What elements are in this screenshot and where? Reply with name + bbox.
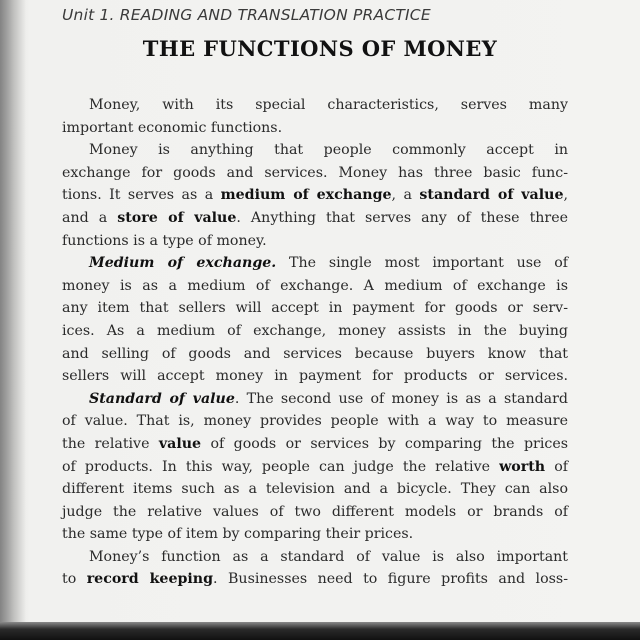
text-segment: , [563, 187, 568, 204]
text-line [62, 94, 568, 117]
text-segment: , a [391, 187, 420, 204]
text-line [62, 433, 568, 456]
spine-shadow [0, 0, 26, 632]
subheading-term: Medium of exchange. [89, 255, 277, 272]
text-line [62, 388, 568, 411]
text-line [62, 365, 568, 388]
text-line [62, 162, 568, 185]
text-line [62, 184, 568, 207]
text-line [62, 320, 568, 343]
running-head: Unit 1. READING AND TRANSLATION PRACTICE [62, 6, 431, 24]
text-segment: . Anything that serves any of these three [236, 209, 569, 226]
text-segment: exchange for goods and services. Money has three basic func- [62, 164, 568, 181]
text-segment: any item that sellers will accept in payment for goods or serv- [62, 300, 568, 317]
text-segment: Money, with its special characteristics, serves many [89, 97, 568, 113]
text-segment: . The second use of money is as a standard [234, 390, 568, 407]
text-line [62, 139, 568, 162]
text-line [62, 297, 568, 320]
text-segment: judge the relative values of two different models or brands of [62, 503, 568, 520]
text-segment: functions is a type of money. [62, 232, 267, 249]
text-line [62, 501, 568, 524]
text-line [62, 568, 568, 591]
key-term: medium of exchange [220, 187, 392, 204]
text-segment: The single most important use of [276, 255, 568, 272]
text-line [62, 546, 568, 569]
text-segment: of value. That is, money provides people with a way to measure [62, 413, 568, 430]
text-segment: of [545, 458, 568, 475]
key-term: standard of value [419, 187, 564, 204]
text-segment: tions. It serves as a [62, 187, 221, 204]
text-line [62, 117, 568, 140]
body-text [62, 94, 568, 591]
text-segment: . Businesses need to figure profits and loss- [213, 571, 568, 588]
text-line [62, 207, 568, 230]
subheading-term: Standard of value [89, 390, 235, 407]
key-term: record keeping [86, 571, 214, 588]
text-segment: important economic functions. [62, 119, 283, 136]
text-line [62, 275, 568, 298]
text-line [62, 230, 568, 253]
key-term: store of value [117, 209, 237, 226]
text-segment: and a [62, 209, 118, 226]
text-segment: money is as a medium of exchange. A medium of exchange is [62, 277, 568, 294]
text-line [62, 456, 568, 479]
text-segment: of products. In this way, people can judge the relative [62, 458, 500, 475]
page-bottom-edge [0, 622, 640, 640]
text-segment: Money’s function as a standard of value is also important [89, 548, 568, 565]
page-title: THE FUNCTIONS OF MONEY [142, 36, 498, 61]
text-segment: the same type of item by comparing their prices. [62, 526, 414, 543]
text-line [62, 523, 568, 546]
text-line [62, 252, 568, 275]
key-term: value [158, 435, 202, 452]
text-line [62, 343, 568, 366]
text-segment: and selling of goods and services because buyers know that [62, 345, 568, 362]
text-segment: sellers will accept money in payment for products or services. [62, 368, 568, 385]
text-segment: Money is anything that people commonly accept in [89, 142, 568, 159]
text-segment: of goods or services by comparing the prices [201, 435, 568, 452]
text-segment: the relative [62, 435, 159, 452]
text-line [62, 410, 568, 433]
text-segment: ices. As a medium of exchange, money assists in the buying [62, 322, 568, 339]
text-segment: different items such as a television and a bicycle. They can also [62, 481, 568, 498]
text-line [62, 478, 568, 501]
key-term: worth [499, 458, 546, 475]
text-segment: to [62, 571, 87, 588]
